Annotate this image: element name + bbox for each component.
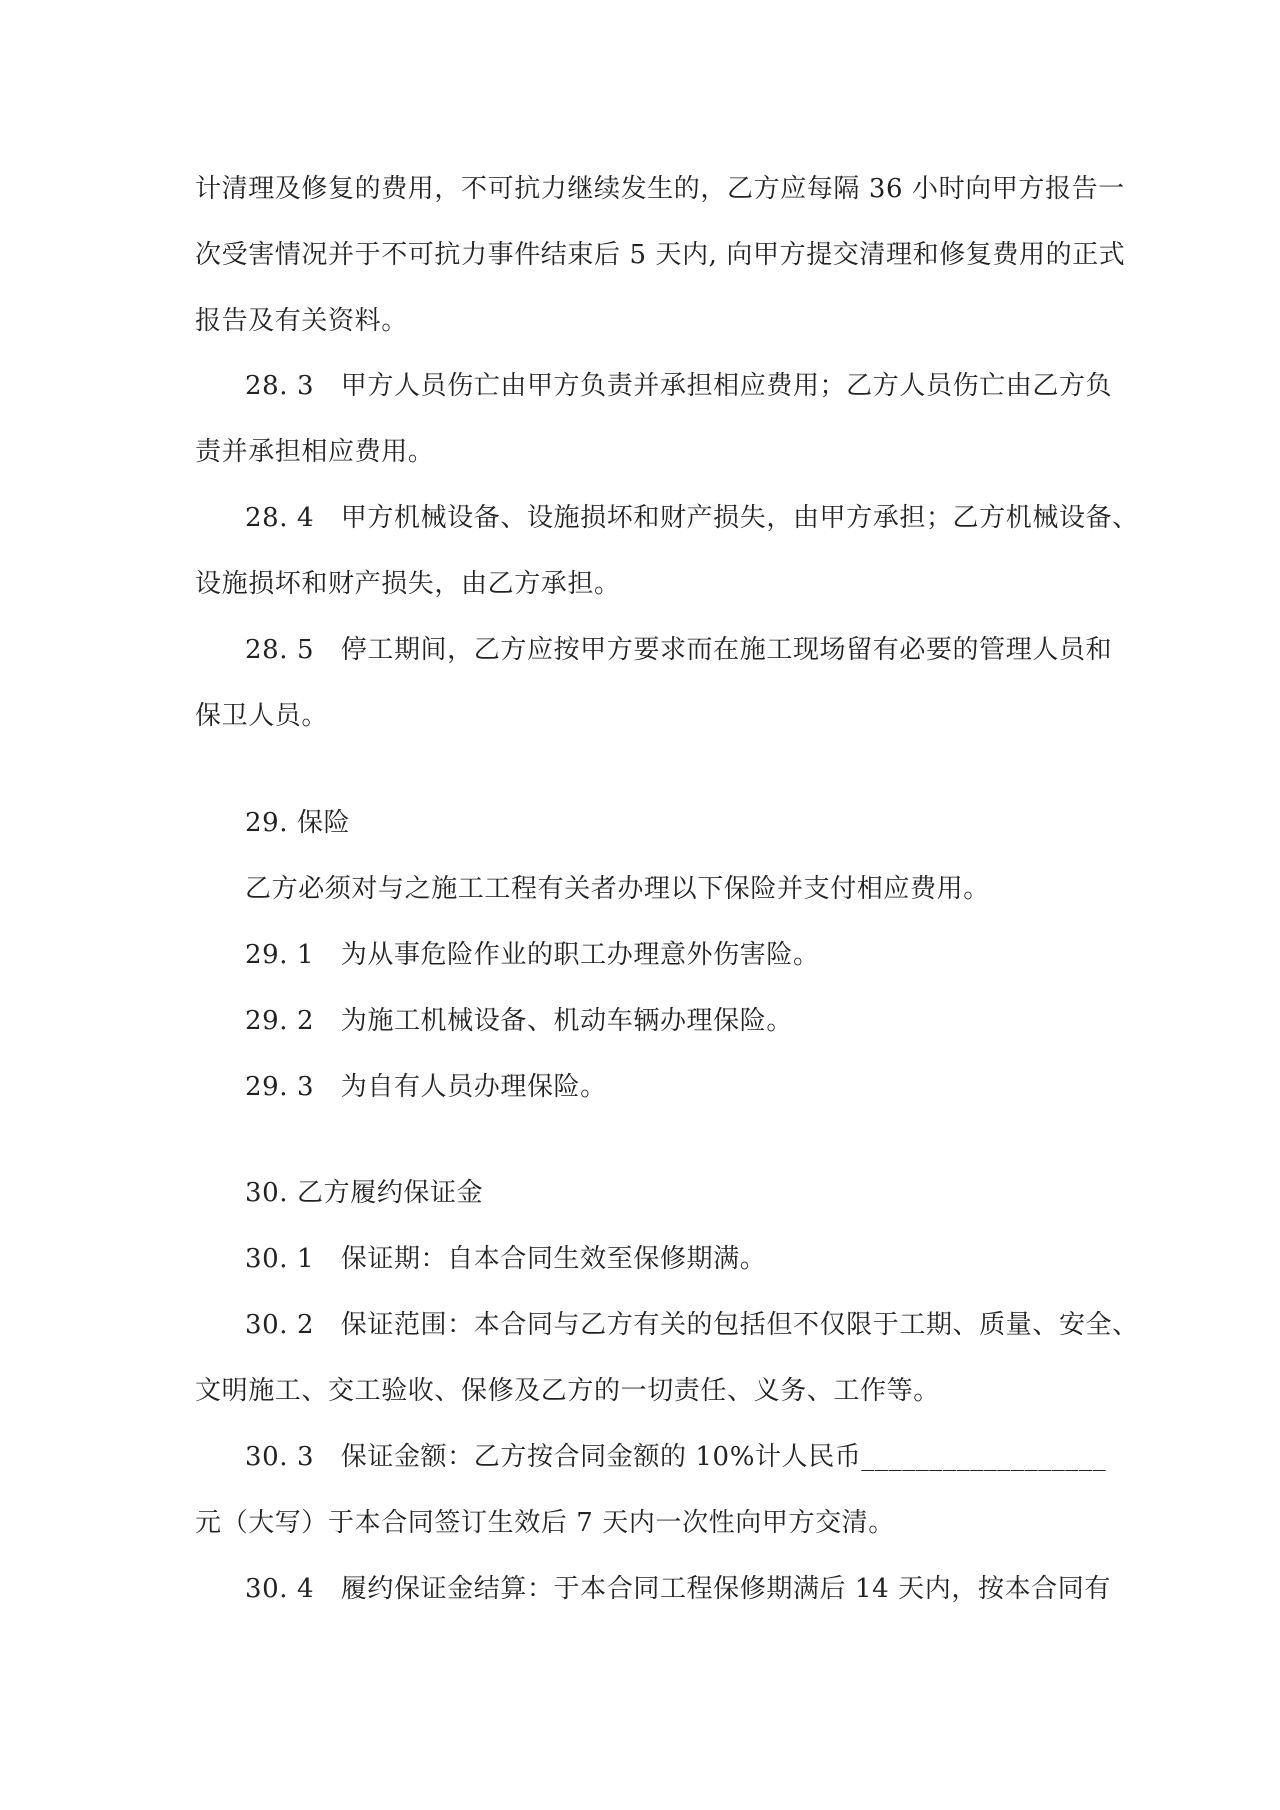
- text-line-9: 保卫人员。: [195, 701, 329, 731]
- clause-30-4: 30. 4 履约保证金结算：于本合同工程保修期满后 14 天内，按本合同有: [245, 1574, 1111, 1604]
- clause-28-3: 28. 3 甲方人员伤亡由甲方负责并承担相应费用；乙方人员伤亡由乙方负: [245, 371, 1113, 401]
- text-line-5: 责并承担相应费用。: [195, 437, 435, 467]
- text-line-18: 文明施工、交工验收、保修及乙方的一切责任、义务、工作等。: [195, 1376, 940, 1406]
- text-line-11: 乙方必须对与之施工工程有关者办理以下保险并支付相应费用。: [245, 874, 990, 904]
- clause-29-2: 29. 2 为施工机械设备、机动车辆办理保险。: [245, 1006, 793, 1036]
- clause-28-4: 28. 4 甲方机械设备、设施损坏和财产损失，由甲方承担；乙方机械设备、: [245, 503, 1139, 533]
- clause-29-3: 29. 3 为自有人员办理保险。: [245, 1072, 607, 1102]
- section-heading-30: 30. 乙方履约保证金: [245, 1178, 484, 1208]
- clause-30-1: 30. 1 保证期：自本合同生效至保修期满。: [245, 1244, 767, 1274]
- text-line-3: 报告及有关资料。: [195, 306, 408, 336]
- text-line-1: 计清理及修复的费用，不可抗力继续发生的，乙方应每隔 36 小时向甲方报告一: [195, 174, 1125, 204]
- text-line-7: 设施损坏和财产损失，由乙方承担。: [195, 569, 621, 599]
- clause-30-3: 30. 3 保证金额：乙方按合同金额的 10%计人民币__________________: [245, 1442, 1107, 1472]
- text-line-20: 元（大写）于本合同签订生效后 7 天内一次性向甲方交清。: [195, 1508, 895, 1538]
- section-heading-29: 29. 保险: [245, 808, 351, 838]
- clause-28-5: 28. 5 停工期间，乙方应按甲方要求而在施工现场留有必要的管理人员和: [245, 635, 1113, 665]
- text-line-2: 次受害情况并于不可抗力事件结束后 5 天内, 向甲方提交清理和修复费用的正式: [195, 240, 1126, 270]
- clause-30-2: 30. 2 保证范围：本合同与乙方有关的包括但不仅限于工期、质量、安全、: [245, 1310, 1139, 1340]
- clause-29-1: 29. 1 为从事危险作业的职工办理意外伤害险。: [245, 940, 820, 970]
